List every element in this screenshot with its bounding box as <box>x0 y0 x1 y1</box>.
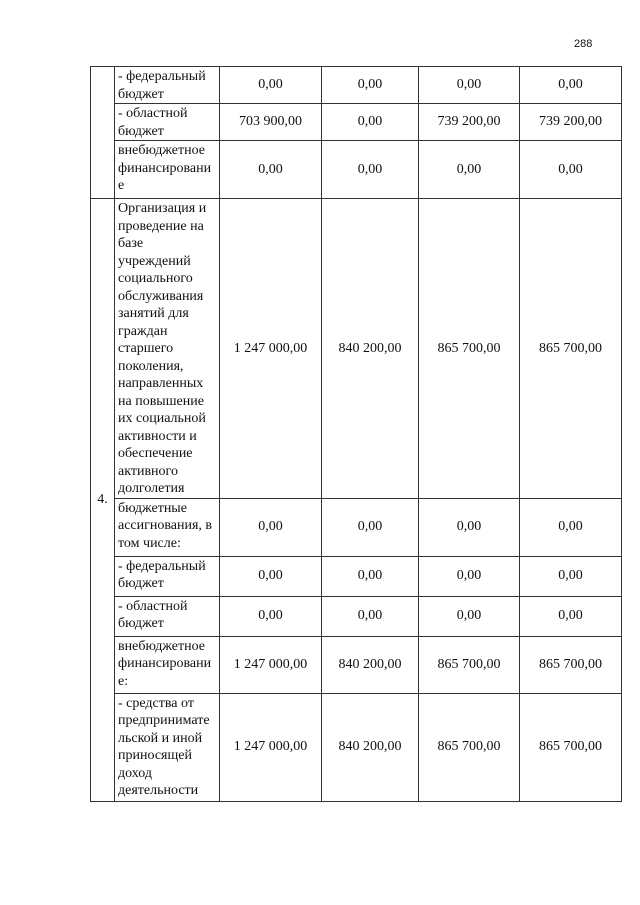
table-row <box>91 693 622 801</box>
value-cell: 0,00 <box>520 556 622 596</box>
row-label: - федеральный бюджет <box>115 556 220 596</box>
value-cell: 0,00 <box>419 556 520 596</box>
value-cell: 840 200,00 <box>322 693 419 801</box>
row-label: - областной бюджет <box>115 596 220 636</box>
item-number: 4. <box>91 199 115 802</box>
row-label: - областной бюджет <box>115 104 220 141</box>
row-label: внебюджетное финансировани е <box>115 141 220 199</box>
value-cell: 865 700,00 <box>419 199 520 499</box>
row-label: - федеральный бюджет <box>115 67 220 104</box>
value-cell: 0,00 <box>220 556 322 596</box>
value-cell: 0,00 <box>419 498 520 556</box>
value-cell: 739 200,00 <box>520 104 622 141</box>
row-label: внебюджетное финансировани е: <box>115 636 220 693</box>
value-cell: 0,00 <box>419 596 520 636</box>
table-row <box>91 498 622 556</box>
value-cell: 0,00 <box>322 141 419 199</box>
table-row <box>91 199 622 499</box>
value-cell: 865 700,00 <box>520 199 622 499</box>
value-cell: 865 700,00 <box>419 636 520 693</box>
value-cell: 0,00 <box>322 104 419 141</box>
budget-table <box>90 66 622 802</box>
value-cell: 0,00 <box>419 141 520 199</box>
index-cell <box>91 67 115 199</box>
table-row <box>91 104 622 141</box>
value-cell: 1 247 000,00 <box>220 693 322 801</box>
value-cell: 0,00 <box>322 556 419 596</box>
row-label: бюджетные ассигнования, в том числе: <box>115 498 220 556</box>
value-cell: 0,00 <box>419 67 520 104</box>
value-cell: 865 700,00 <box>520 636 622 693</box>
value-cell: 840 200,00 <box>322 636 419 693</box>
row-label: Организация и проведение на базе учреждений социального обслуживания занятий для граждан старшего поколения, направленных на повышение их социальной активности и обеспечение активного долголетия <box>115 199 220 499</box>
value-cell: 0,00 <box>520 596 622 636</box>
row-label: - средства от предпринимате льской и иной приносящей доход деятельности <box>115 693 220 801</box>
value-cell: 0,00 <box>322 596 419 636</box>
value-cell: 0,00 <box>322 498 419 556</box>
value-cell: 0,00 <box>220 67 322 104</box>
value-cell: 703 900,00 <box>220 104 322 141</box>
value-cell: 739 200,00 <box>419 104 520 141</box>
value-cell: 840 200,00 <box>322 199 419 499</box>
table-row <box>91 141 622 199</box>
value-cell: 1 247 000,00 <box>220 636 322 693</box>
value-cell: 0,00 <box>520 67 622 104</box>
table-row <box>91 556 622 596</box>
table-row <box>91 67 622 104</box>
value-cell: 1 247 000,00 <box>220 199 322 499</box>
value-cell: 0,00 <box>520 498 622 556</box>
value-cell: 0,00 <box>220 596 322 636</box>
value-cell: 0,00 <box>322 67 419 104</box>
value-cell: 865 700,00 <box>419 693 520 801</box>
table-row <box>91 596 622 636</box>
page-number: 288 <box>574 38 593 50</box>
value-cell: 0,00 <box>520 141 622 199</box>
value-cell: 0,00 <box>220 141 322 199</box>
value-cell: 0,00 <box>220 498 322 556</box>
value-cell: 865 700,00 <box>520 693 622 801</box>
table-row <box>91 636 622 693</box>
